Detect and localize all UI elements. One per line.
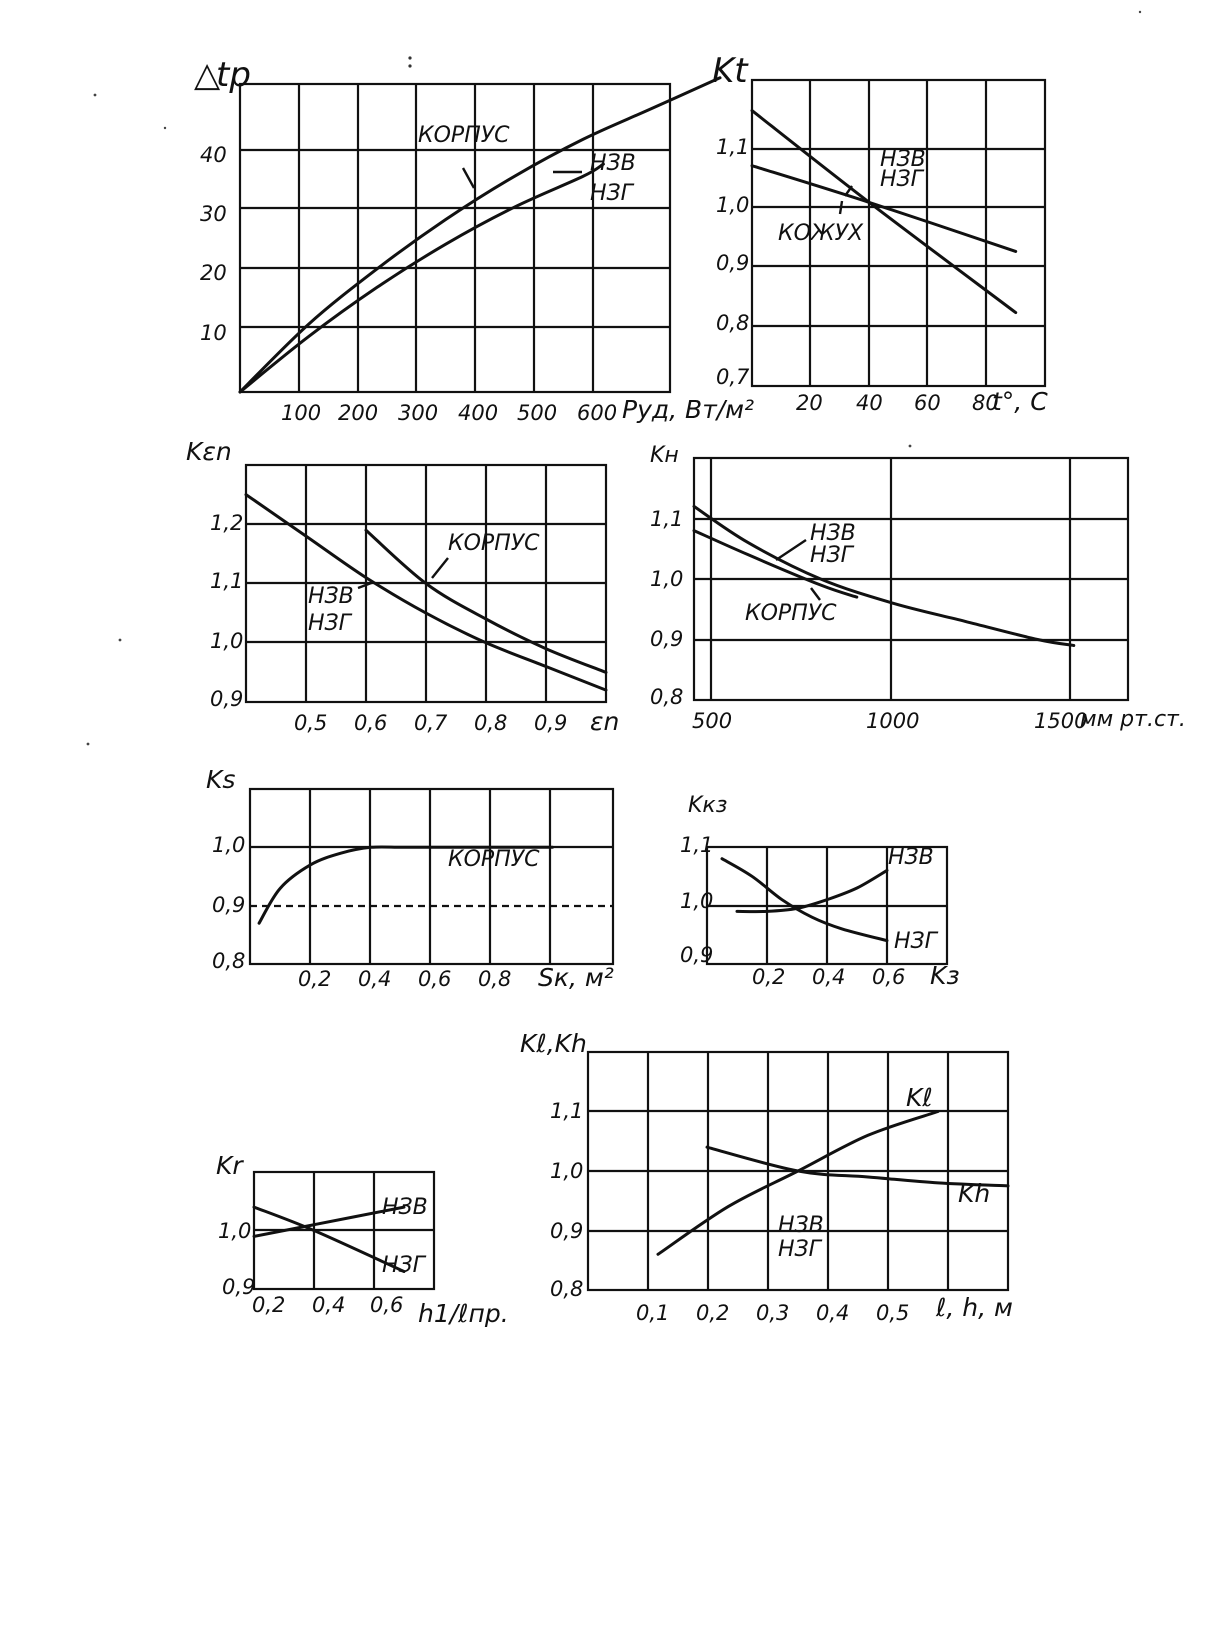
label-korpus: КОРПУС: [745, 601, 837, 626]
x-tick: 0,2: [298, 967, 332, 991]
y-axis-label: tp: [216, 55, 251, 95]
label-nzg: НЗГ: [894, 929, 937, 954]
label-nzv: НЗВ: [590, 151, 636, 176]
x-tick: 500: [517, 401, 558, 425]
chart-dtp: [194, 55, 754, 425]
y-axis-label: Kt: [712, 51, 748, 91]
x-tick: 500: [692, 709, 733, 733]
x-tick: 0,6: [418, 967, 452, 991]
label-korpus: КОРПУС: [448, 847, 540, 872]
y-axis-label: Kн: [650, 443, 679, 468]
y-tick: 0,8: [650, 685, 684, 709]
x-axis-label: Kз: [930, 961, 960, 990]
y-tick: 1,1: [680, 833, 714, 857]
chart-klkh: [520, 1029, 1013, 1325]
y-tick: 0,9: [680, 943, 714, 967]
label-korpus: КОРПУС: [418, 123, 510, 148]
y-ticks: [218, 1219, 255, 1299]
y-tick: 1,1: [550, 1099, 584, 1123]
x-tick: 1500: [1034, 709, 1088, 733]
x-axis-label: Pуд, Вт/м²: [622, 395, 755, 424]
leader-kozhukh: [840, 201, 842, 214]
label-nzg: НЗГ: [382, 1253, 425, 1278]
y-tick: 1,1: [650, 507, 684, 531]
x-axis-label: h1/ℓпр.: [418, 1299, 509, 1328]
label-nzg: НЗГ: [308, 611, 351, 636]
x-tick: 0,7: [414, 711, 448, 735]
chart-kn: [650, 443, 1186, 733]
y-axis-label: Kℓ,Kh: [520, 1029, 587, 1058]
label-kozhukh: КОЖУХ: [778, 221, 864, 246]
label-nzg: НЗГ: [880, 167, 923, 192]
x-tick: 400: [458, 401, 499, 425]
x-tick: 0,5: [876, 1301, 910, 1325]
leader-korpus: [463, 168, 474, 188]
y-tick: 40: [200, 143, 227, 167]
leader-korpus: [432, 558, 448, 578]
label-kl: Kℓ: [906, 1083, 933, 1112]
x-tick: 0,2: [752, 965, 786, 989]
label-nzg: НЗГ: [810, 543, 853, 568]
x-tick: 0,2: [252, 1293, 286, 1317]
y-tick: 20: [200, 261, 227, 285]
x-tick: 0,6: [872, 965, 906, 989]
y-ticks: [210, 511, 243, 711]
y-axis-label-prefix: △: [194, 55, 221, 95]
y-tick: 30: [200, 202, 227, 226]
x-tick: 0,2: [696, 1301, 730, 1325]
x-ticks: [252, 1293, 403, 1317]
y-ticks: [550, 1099, 583, 1301]
x-tick: 200: [338, 401, 379, 425]
y-tick: 1,1: [210, 569, 244, 593]
y-tick: 1,0: [212, 833, 246, 857]
curve-nzv-nzg: [752, 111, 1016, 313]
chart-ken: [186, 437, 619, 736]
label-nzg: НЗГ: [778, 1237, 821, 1262]
x-tick: 0,6: [370, 1293, 404, 1317]
y-ticks: [212, 833, 245, 973]
x-axis-label: ℓ, h, м: [936, 1293, 1013, 1322]
y-tick: 0,9: [210, 687, 244, 711]
x-ticks: [294, 711, 567, 735]
leader-korpus: [811, 588, 820, 600]
y-axis-label: Ks: [206, 765, 236, 794]
x-tick: 0,4: [816, 1301, 850, 1325]
x-tick: 80: [972, 391, 999, 415]
x-ticks: [752, 965, 905, 989]
x-axis-label: εn: [590, 707, 620, 736]
curve-nzg: [722, 859, 887, 941]
x-ticks: [281, 401, 617, 425]
scan-specks: [87, 11, 1142, 746]
x-ticks: [636, 1301, 909, 1325]
x-tick: 1000: [866, 709, 920, 733]
x-tick: 40: [856, 391, 883, 415]
x-tick: 0,8: [474, 711, 508, 735]
x-tick: 0,8: [478, 967, 512, 991]
x-tick: 100: [281, 401, 322, 425]
y-axis-label: Kεn: [186, 437, 232, 466]
y-tick: 0,9: [212, 893, 246, 917]
x-tick: 0,5: [294, 711, 328, 735]
y-tick: 1,0: [716, 193, 750, 217]
x-tick: 20: [796, 391, 823, 415]
label-korpus: КОРПУС: [448, 531, 540, 556]
y-tick: 0,8: [212, 949, 246, 973]
x-tick: 0,4: [312, 1293, 346, 1317]
y-tick: 0,8: [716, 311, 750, 335]
label-nzv: НЗВ: [880, 147, 926, 172]
y-ticks: [680, 833, 713, 967]
x-ticks: [796, 391, 999, 415]
label-nzv: НЗВ: [308, 584, 354, 609]
label-nzv: НЗВ: [888, 845, 934, 870]
x-axis-label: мм рт.ст.: [1080, 707, 1186, 732]
curve-nzv-nzg: [240, 164, 603, 392]
y-tick: 10: [200, 321, 227, 345]
label-nzv: НЗВ: [382, 1195, 428, 1220]
chart-kr: [216, 1151, 509, 1328]
x-tick: 0,1: [636, 1301, 670, 1325]
x-axis-label: Sк, м²: [538, 963, 614, 992]
x-ticks: [298, 967, 511, 991]
y-tick: 1,0: [218, 1219, 252, 1243]
x-axis-label: t°, C: [992, 387, 1048, 416]
x-tick: 0,4: [358, 967, 392, 991]
y-ticks: [650, 507, 683, 709]
y-tick: 0,9: [550, 1219, 584, 1243]
y-axis-label: Kr: [216, 1151, 243, 1180]
chart-kn-grid: [694, 458, 1128, 700]
x-ticks: [692, 709, 1087, 733]
y-tick: 0,7: [716, 365, 750, 389]
label-nzg: НЗГ: [590, 181, 633, 206]
chart-kt: [712, 51, 1048, 416]
chart-ks-grid: [250, 789, 613, 964]
x-tick: 0,3: [756, 1301, 790, 1325]
leader-nzv: [776, 540, 806, 560]
y-axis-label: Kкз: [688, 793, 728, 818]
label-nzv: НЗВ: [810, 521, 856, 546]
y-tick: 0,9: [716, 251, 750, 275]
x-tick: 0,6: [354, 711, 388, 735]
y-ticks: [716, 135, 750, 389]
x-tick: 0,9: [534, 711, 568, 735]
y-tick: 1,0: [210, 629, 244, 653]
y-tick: 1,0: [550, 1159, 584, 1183]
y-tick: 1,0: [680, 889, 714, 913]
x-tick: 60: [914, 391, 941, 415]
chart-kkz: [680, 793, 960, 990]
y-tick: 1,2: [210, 511, 244, 535]
y-ticks: [200, 143, 227, 345]
y-tick: 1,1: [716, 135, 750, 159]
y-tick: 1,0: [650, 567, 684, 591]
chart-ks: [206, 765, 614, 992]
y-tick: 0,8: [550, 1277, 584, 1301]
x-tick: 0,4: [812, 965, 846, 989]
x-tick: 300: [398, 401, 439, 425]
label-kh: Kh: [958, 1179, 991, 1208]
y-tick: 0,9: [650, 627, 684, 651]
x-tick: 600: [577, 401, 618, 425]
y-tick: 0,9: [222, 1275, 256, 1299]
label-nzv: НЗВ: [778, 1213, 824, 1238]
